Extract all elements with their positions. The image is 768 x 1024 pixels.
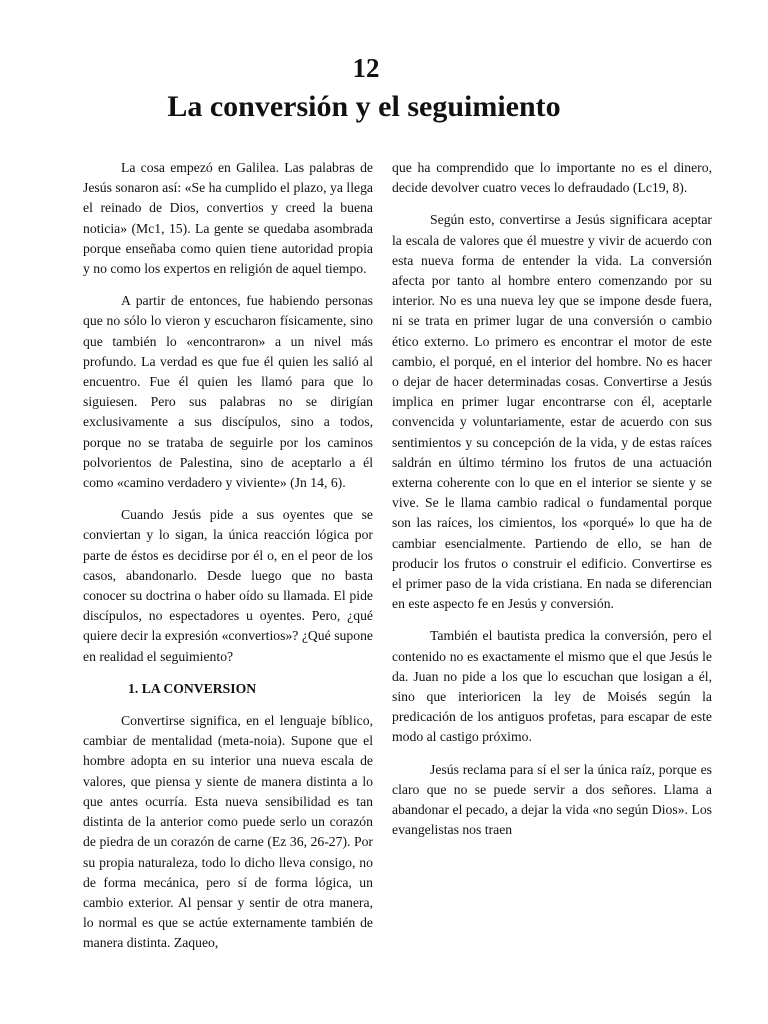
paragraph: Convertirse significa, en el lenguaje bíblico, cambiar de mentalidad (meta-noia). Supone que el hombre adopta en su interior una nueva escala de valores, que piensa y siente de manera distinta a lo que antes ocurría. Esta nueva sensibilidad es tan distinta de la anterior como puede serlo un corazón de piedra de un corazón de carne (Ez 36, 26-27). Por su propia naturaleza, todo lo dicho lleva consigo, no de forma mecánica, pero sí de forma lógica, un cambio exterior. Al pensar y sentir de otra manera, lo normal es que se actúe externamente también de manera distinta. Zaqueo, bbox=[83, 713, 373, 951]
section-heading: 1. LA CONVERSION bbox=[128, 680, 257, 696]
paragraph-continuation: que ha comprendido que lo importante no es el dinero, decide devolver cuatro veces lo defraudado (Lc19, 8). bbox=[392, 160, 712, 196]
paragraph: Según esto, convertirse a Jesús significara aceptar la escala de valores que él muestre y vivir de acuerdo con esta nueva forma de entender la vida. La conversión afecta por tanto al hombre entero comenzando por su interior. No es una nueva ley que se impone desde fuera, ni se trata en primer lugar de una conversión o cambio ético externo. Lo primero es encontrar el motor de este cambio, el porqué, en el interior del hombre. No es hacer o dejar de hacer determinadas cosas. Convertirse a Jesús implica en primer lugar encontrarse con él, aceptarle convencida y voluntariamente, estar de acuerdo con sus sentimientos y su concepción de la vida, y de estas raíces saldrán en último término los frutos de una actuación externa coherente con lo que en el interior se siente y se vive. Se le llama cambio radical o fundamental porque son las raíces, los cimientos, los «porqué» lo que ha de cambiar esencialmente. Partiendo de ello, se han de producir los frutos o construir el edificio. Convertirse es el primer paso de la vida cristiana. En nada se diferencian en este aspecto fe en Jesús y conversión. bbox=[392, 212, 712, 612]
paragraph: También el bautista predica la conversión, pero el contenido no es exactamente el mismo que el que Jesús le da. Juan no pide a los que lo escuchan que losigan a él, sino que interioricen la ley de Moisés según la predicación de los antiguos profetas, para escapar de este modo al castigo próximo. bbox=[392, 628, 712, 745]
left-column bbox=[83, 158, 373, 966]
paragraph: Jesús reclama para sí el ser la única raíz, porque es claro que no se puede servir a dos señores. Llama a abandonar el pecado, a dejar la vida «no según Dios». Los evangelistas nos traen bbox=[392, 761, 712, 838]
chapter-number: 12 bbox=[352, 53, 380, 83]
right-column bbox=[392, 158, 712, 853]
paragraph: Cuando Jesús pide a sus oyentes que se conviertan y lo sigan, la única reacción lógica por parte de éstos es decidirse por él o, en el peor de los casos, abandonarlo. Desde luego que no basta conocer su doctrina o haber oído su llamada. El pide discípulos, no espectadores u oyentes. Pero, ¿qué quiere decir la expresión «convertios»? ¿Qué supone en realidad el seguimiento? bbox=[83, 507, 373, 664]
paragraph: La cosa empezó en Galilea. Las palabras de Jesús sonaron así: «Se ha cumplido el plazo, ya llega el reinado de Dios, convertios y creed la buena noticia» (Mc1, 15). La gente se quedaba asombrada porque enseñaba como quien tiene autoridad propia y no como los expertos en religión de aquel tiempo. bbox=[83, 160, 373, 277]
chapter-title: La conversión y el seguimiento bbox=[167, 90, 561, 123]
paragraph: A partir de entonces, fue habiendo personas que no sólo lo vieron y escucharon físicamente, sino que también lo «encontraron» a un nivel más profundo. La verdad es que fue él quien les salió al encuentro. Fue él quien les llamó para que lo siguiesen. Pero sus palabras no se dirigían exclusivamente a sus discípulos, sino a todos, porque no se trataba de seguirle por los caminos polvorientos de Palestina, sino de aceptarlo a él como «camino verdadero y viviente» (Jn 14, 6). bbox=[83, 293, 373, 491]
